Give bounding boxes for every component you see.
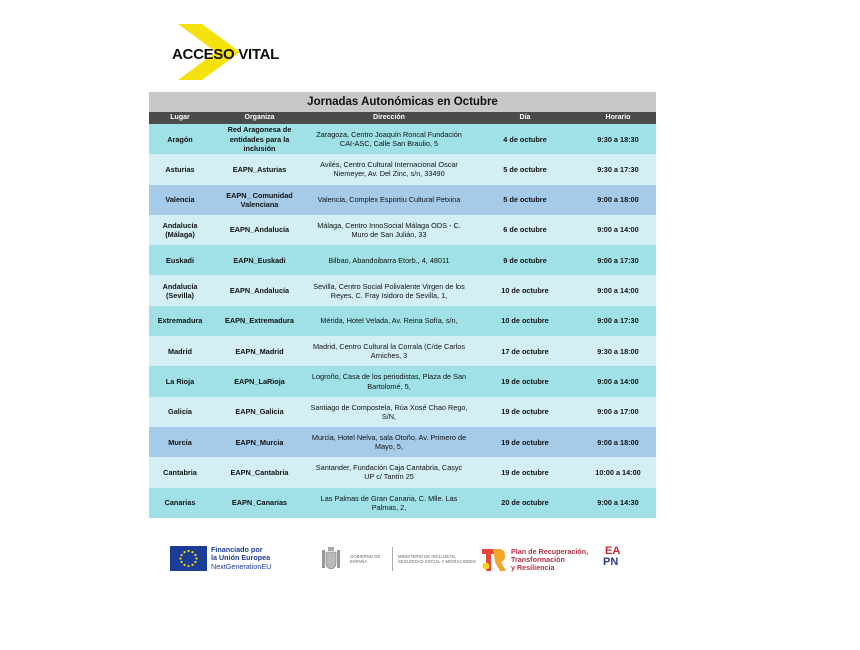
header-horario: Horario: [605, 114, 631, 121]
cell-horario: 9:00 a 17:30: [597, 255, 639, 265]
cell-direccion: Avilés, Centro Cultural Internacional Oscar Niemeyer, Av. Del Zinc, s/n, 33490: [320, 160, 458, 179]
cell-lugar: La Rioja: [165, 376, 195, 386]
cell-organiza: EAPN_ Comunidad Valenciana: [226, 190, 293, 209]
logo-text: ACCESO VITAL: [172, 46, 279, 63]
gobierno-logo: [320, 546, 480, 572]
cell-dia: 20 de octubre: [501, 498, 549, 508]
eu-flag-icon: [170, 546, 207, 571]
acceso-vital-logo: [172, 24, 279, 80]
table-row: [149, 245, 656, 275]
cell-dia: 19 de octubre: [501, 376, 549, 386]
table-row: [149, 336, 656, 366]
table-row: [149, 457, 656, 487]
eapn-logo: [601, 546, 635, 574]
cell-organiza: Red Aragonesa de entidades para la inclusión: [227, 125, 292, 153]
prtr-line-1: Plan de Recuperación,: [511, 546, 589, 556]
cell-dia: 9 de octubre: [503, 255, 547, 265]
prtr-line-2: Transformación: [511, 554, 565, 564]
cell-horario: 9:00 a 14:00: [597, 225, 639, 235]
cell-lugar: Murcia: [168, 437, 192, 447]
cell-dia: 10 de octubre: [501, 316, 549, 326]
cell-direccion: Logroño, Casa de los periodistas, Plaza de San Bartolomé, 5,: [311, 372, 467, 391]
eu-line-2: la Unión Europea: [211, 553, 271, 563]
cell-organiza: EAPN_Andalucía: [229, 225, 290, 235]
cell-horario: 9:00 a 18:00: [597, 195, 639, 205]
coat-of-arms-icon: [320, 546, 342, 572]
cell-organiza: EAPN_Murcia: [235, 437, 284, 447]
cell-horario: 9:00 a 14:00: [597, 286, 639, 296]
cell-dia: 19 de octubre: [501, 407, 549, 417]
cell-lugar: Andalucía (Sevilla): [162, 281, 198, 300]
cell-direccion: Bilbao, Abandoibarra Etorb., 4, 48011: [328, 255, 450, 265]
header-lugar: Lugar: [170, 114, 190, 121]
table-row: [149, 488, 656, 518]
cell-horario: 10:00 a 14:00: [595, 467, 641, 477]
cell-dia: 5 de octubre: [503, 195, 547, 205]
cell-horario: 9:30 a 18:30: [597, 134, 639, 144]
cell-lugar: Cantabria: [163, 467, 197, 477]
cell-organiza: EAPN_Asturias: [232, 164, 287, 174]
divider: [392, 547, 393, 571]
header-dia: Día: [519, 114, 531, 121]
eu-funding-logo: [170, 546, 271, 571]
eapn-line-1: EA: [605, 545, 621, 557]
table-row: [149, 154, 656, 184]
cell-direccion: Santiago de Compostela, Rúa Xosé Chao Rego, S/N,: [310, 402, 468, 421]
cell-horario: 9:00 a 17:30: [597, 316, 639, 326]
cell-lugar: Galicia: [168, 407, 192, 417]
table-row: [149, 306, 656, 336]
cell-direccion: Valencia, Complex Esportiu Cultural Petxina: [317, 195, 461, 205]
table-row: [149, 215, 656, 245]
cell-direccion: Zaragoza, Centro Joaquín Roncal Fundación CAI-ASC, Calle San Braulio, 5: [316, 130, 462, 149]
cell-horario: 9:00 a 14:00: [597, 376, 639, 386]
cell-horario: 9:00 a 18:00: [597, 437, 639, 447]
eu-line-3: NextGenerationEU: [211, 561, 272, 571]
table-row: [149, 275, 656, 305]
table-body: [149, 124, 656, 518]
cell-dia: 6 de octubre: [503, 225, 547, 235]
prtr-icon: [481, 547, 507, 573]
cell-horario: 9:00 a 14:30: [597, 498, 639, 508]
cell-dia: 10 de octubre: [501, 286, 549, 296]
cell-lugar: Asturias: [165, 164, 195, 174]
cell-organiza: EAPN_Galicia: [235, 407, 284, 417]
cell-organiza: EAPN_Cantabria: [230, 467, 289, 477]
eu-line-1: Financiado por: [211, 545, 263, 555]
cell-organiza: EAPN_Extremadura: [225, 316, 294, 326]
gobierno-text: GOBIERNO DE ESPAÑA: [350, 553, 381, 564]
cell-organiza: EAPN_Madrid: [235, 346, 284, 356]
footer-logos: [170, 544, 650, 578]
cell-dia: 4 de octubre: [503, 134, 547, 144]
cell-organiza: EAPN_LaRioja: [234, 376, 285, 386]
table-row: [149, 427, 656, 457]
cell-lugar: Madrid: [168, 346, 192, 356]
cell-lugar: Aragón: [167, 134, 193, 144]
table-row: [149, 366, 656, 396]
cell-lugar: Extremadura: [157, 316, 203, 326]
cell-direccion: Murcia, Hotel Nelva, sala Otoño, Av. Primero de Mayo, 5,: [311, 433, 467, 452]
cell-direccion: Madrid, Centro Cultural la Corrala (C/de Carlos Arniches, 3: [312, 342, 466, 361]
cell-direccion: Las Palmas de Gran Canaria, C. Mlle. Las Palmas, 2,: [320, 493, 458, 512]
header-organiza: Organiza: [244, 114, 275, 121]
table-title: Jornadas Autonómicas en Octubre: [149, 92, 656, 112]
cell-horario: 9:00 a 17:00: [597, 407, 639, 417]
cell-organiza: EAPN_Andalucía: [229, 286, 290, 296]
header-direccion: Dirección: [373, 114, 405, 121]
cell-horario: 9:30 a 17:30: [597, 164, 639, 174]
table-row: [149, 397, 656, 427]
table-row: [149, 185, 656, 215]
cell-horario: 9:30 a 18:00: [597, 346, 639, 356]
cell-lugar: Valencia: [165, 195, 195, 205]
cell-lugar: Euskadi: [166, 255, 194, 265]
cell-lugar: Canarias: [164, 498, 196, 508]
table-row: [149, 124, 656, 154]
cell-dia: 19 de octubre: [501, 467, 549, 477]
cell-organiza: EAPN_Euskadi: [233, 255, 286, 265]
cell-dia: 17 de octubre: [501, 346, 549, 356]
ministry-text: MINISTERIO DE INCLUSIÓN, SEGURIDAD SOCIAL Y MIGRACIONES: [398, 553, 476, 564]
cell-direccion: Sevilla, Centro Social Polivalente Virgen de los Reyes, C. Fray Isidoro de Sevilla, 1,: [313, 281, 465, 300]
prtr-logo: [481, 547, 588, 573]
cell-dia: 5 de octubre: [503, 164, 547, 174]
cell-direccion: Santander, Fundación Caja Cantabria, Casyc UP c/ Tantín 25: [315, 463, 463, 482]
cell-lugar: Andalucía (Málaga): [162, 220, 198, 240]
cell-organiza: EAPN_Canarias: [231, 498, 288, 508]
cell-direccion: Mérida, Hotel Velada, Av. Reina Sofía, s/n,: [320, 316, 458, 326]
cell-dia: 19 de octubre: [501, 437, 549, 447]
cell-direccion: Málaga, Centro InnoSocial Málaga ODS - C. Muro de San Julián, 33: [317, 220, 461, 240]
table-header-row: [149, 112, 656, 124]
eapn-line-2: PN: [603, 556, 619, 568]
events-table: [149, 92, 656, 518]
prtr-line-3: y Resiliencia: [511, 563, 555, 573]
